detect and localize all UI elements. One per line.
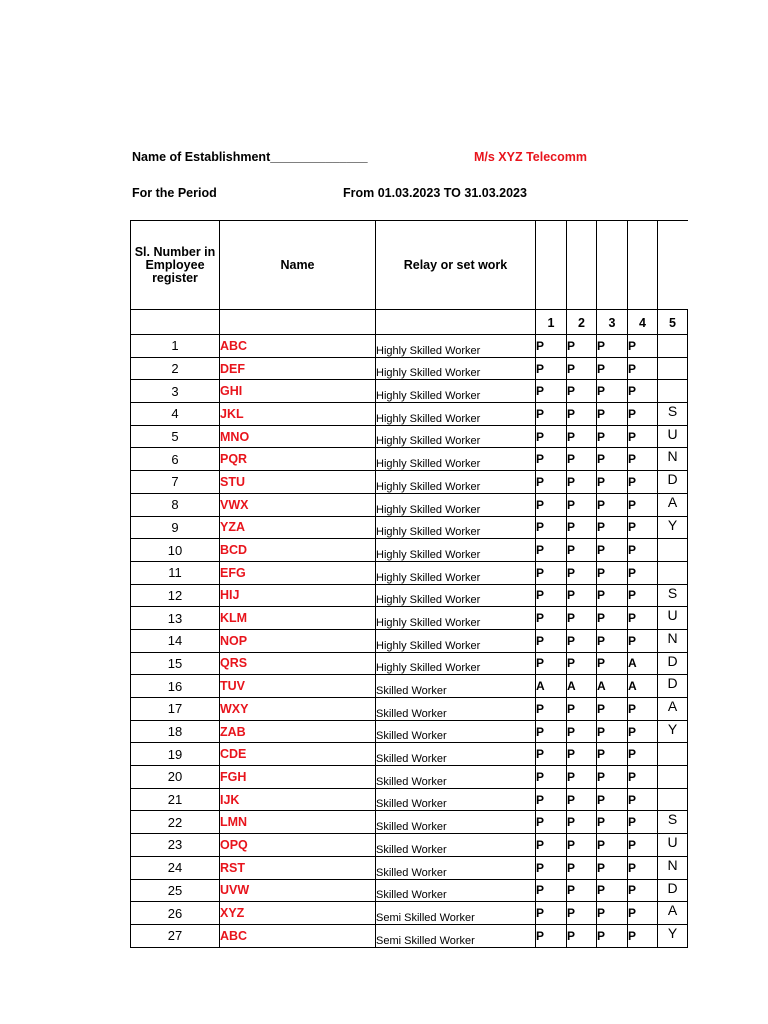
attendance-day-3-cell: P [597,698,628,721]
attendance-day-1-cell: P [536,743,567,766]
employee-name-cell: RST [220,856,376,879]
attendance-day-1-cell: A [536,675,567,698]
table-row [131,561,688,584]
attendance-day-4-cell: A [628,652,658,675]
sl-cell: 24 [131,856,220,879]
attendance-day-4-cell: P [628,856,658,879]
day-number-1: 1 [536,310,567,335]
sl-cell: 18 [131,720,220,743]
relay-work-cell: Skilled Worker [376,856,536,879]
employee-name-cell: FGH [220,766,376,789]
employee-name-cell: IJK [220,788,376,811]
attendance-day-4-cell: P [628,335,658,358]
sunday-letter-cell [658,788,688,811]
attendance-day-1-cell: P [536,493,567,516]
sl-cell: 8 [131,493,220,516]
table-row [131,380,688,403]
sunday-letter-cell [658,539,688,562]
attendance-day-2-cell: P [567,743,597,766]
attendance-day-3-cell: P [597,357,628,380]
employee-name-cell: OPQ [220,834,376,857]
attendance-day-1-cell: P [536,902,567,925]
relay-work-cell: Highly Skilled Worker [376,425,536,448]
relay-work-cell: Skilled Worker [376,720,536,743]
relay-work-cell: Highly Skilled Worker [376,380,536,403]
relay-work-cell: Skilled Worker [376,675,536,698]
sunday-letter-cell: Y [658,516,688,539]
attendance-day-2-cell: P [567,335,597,358]
attendance-day-2-cell: P [567,811,597,834]
attendance-day-4-cell: P [628,720,658,743]
sl-cell: 16 [131,675,220,698]
attendance-day-2-cell: P [567,607,597,630]
attendance-day-4-cell: P [628,584,658,607]
employee-name-cell: UVW [220,879,376,902]
col-header-day-blank [536,221,567,310]
attendance-day-2-cell: P [567,357,597,380]
attendance-day-1-cell: P [536,471,567,494]
relay-work-cell: Skilled Worker [376,698,536,721]
employee-name-cell: HIJ [220,584,376,607]
employee-name-cell: PQR [220,448,376,471]
attendance-day-3-cell: P [597,879,628,902]
table-row [131,788,688,811]
attendance-day-2-cell: P [567,834,597,857]
relay-work-cell: Highly Skilled Worker [376,493,536,516]
table-row [131,403,688,426]
attendance-day-3-cell: P [597,607,628,630]
col-header-name: Name [220,221,376,310]
attendance-day-2-cell: P [567,448,597,471]
table-row [131,766,688,789]
table-header-row [131,221,688,310]
attendance-day-1-cell: P [536,425,567,448]
relay-work-cell: Skilled Worker [376,743,536,766]
table-row [131,834,688,857]
attendance-day-2-cell: P [567,516,597,539]
sl-cell: 4 [131,403,220,426]
attendance-day-1-cell: P [536,539,567,562]
attendance-day-1-cell: P [536,788,567,811]
attendance-day-3-cell: P [597,561,628,584]
attendance-day-4-cell: P [628,879,658,902]
attendance-day-3-cell: A [597,675,628,698]
sl-cell: 10 [131,539,220,562]
employee-name-cell: ZAB [220,720,376,743]
attendance-day-3-cell: P [597,788,628,811]
table-row [131,879,688,902]
relay-work-cell: Skilled Worker [376,811,536,834]
employee-name-cell: BCD [220,539,376,562]
attendance-day-3-cell: P [597,902,628,925]
attendance-day-4-cell: P [628,811,658,834]
employee-name-cell: TUV [220,675,376,698]
relay-work-cell: Skilled Worker [376,834,536,857]
employee-name-cell: VWX [220,493,376,516]
attendance-day-3-cell: P [597,856,628,879]
sl-cell: 27 [131,924,220,947]
day-number-2: 2 [567,310,597,335]
sunday-letter-cell: U [658,834,688,857]
relay-work-cell: Highly Skilled Worker [376,607,536,630]
employee-name-cell: ABC [220,335,376,358]
sunday-letter-cell: Y [658,720,688,743]
attendance-day-1-cell: P [536,448,567,471]
attendance-register-table [130,220,688,948]
col-header-day-blank [628,221,658,310]
attendance-day-3-cell: P [597,493,628,516]
table-row [131,811,688,834]
day-number-4: 4 [628,310,658,335]
sl-cell: 25 [131,879,220,902]
attendance-day-3-cell: P [597,425,628,448]
table-row [131,698,688,721]
attendance-day-3-cell: P [597,720,628,743]
sunday-letter-cell: Y [658,924,688,947]
employee-name-cell: XYZ [220,902,376,925]
sl-cell: 23 [131,834,220,857]
sl-cell: 11 [131,561,220,584]
sl-cell: 21 [131,788,220,811]
attendance-day-4-cell: P [628,924,658,947]
table-row [131,425,688,448]
attendance-day-1-cell: P [536,629,567,652]
sl-cell: 14 [131,629,220,652]
attendance-day-2-cell: P [567,380,597,403]
day-number-blank [376,310,536,335]
attendance-day-3-cell: P [597,335,628,358]
attendance-day-3-cell: P [597,924,628,947]
sunday-letter-cell [658,357,688,380]
attendance-day-2-cell: A [567,675,597,698]
attendance-day-3-cell: P [597,834,628,857]
attendance-day-4-cell: P [628,357,658,380]
sl-cell: 22 [131,811,220,834]
sl-cell: 20 [131,766,220,789]
relay-work-cell: Highly Skilled Worker [376,448,536,471]
sunday-letter-cell: N [658,448,688,471]
relay-work-cell: Highly Skilled Worker [376,471,536,494]
attendance-day-2-cell: P [567,629,597,652]
sunday-letter-cell [658,561,688,584]
relay-work-cell: Semi Skilled Worker [376,902,536,925]
attendance-day-4-cell: P [628,403,658,426]
employee-name-cell: QRS [220,652,376,675]
table-row [131,856,688,879]
employee-name-cell: CDE [220,743,376,766]
table-row [131,629,688,652]
sunday-letter-cell: D [658,675,688,698]
sunday-letter-cell: S [658,403,688,426]
attendance-day-3-cell: P [597,516,628,539]
attendance-day-3-cell: P [597,811,628,834]
relay-work-cell: Highly Skilled Worker [376,335,536,358]
attendance-day-1-cell: P [536,516,567,539]
sl-cell: 19 [131,743,220,766]
attendance-day-3-cell: P [597,766,628,789]
relay-work-cell: Skilled Worker [376,879,536,902]
attendance-day-2-cell: P [567,561,597,584]
attendance-day-1-cell: P [536,698,567,721]
sunday-letter-cell: D [658,471,688,494]
sunday-letter-cell [658,335,688,358]
table-row [131,493,688,516]
relay-work-cell: Highly Skilled Worker [376,539,536,562]
sunday-letter-cell: A [658,698,688,721]
employee-name-cell: STU [220,471,376,494]
attendance-day-3-cell: P [597,629,628,652]
sl-cell: 15 [131,652,220,675]
attendance-day-1-cell: P [536,879,567,902]
attendance-day-1-cell: P [536,584,567,607]
sl-cell: 1 [131,335,220,358]
attendance-day-2-cell: P [567,766,597,789]
employee-name-cell: ABC [220,924,376,947]
table-row [131,924,688,947]
sunday-letter-cell: N [658,856,688,879]
attendance-day-2-cell: P [567,652,597,675]
sunday-letter-cell: S [658,584,688,607]
employee-name-cell: EFG [220,561,376,584]
attendance-day-4-cell: P [628,471,658,494]
table-row [131,357,688,380]
employee-name-cell: NOP [220,629,376,652]
table-row [131,448,688,471]
attendance-day-4-cell: P [628,698,658,721]
relay-work-cell: Highly Skilled Worker [376,403,536,426]
employee-name-cell: WXY [220,698,376,721]
table-row [131,720,688,743]
attendance-day-4-cell: P [628,834,658,857]
attendance-day-2-cell: P [567,403,597,426]
attendance-day-3-cell: P [597,743,628,766]
table-row [131,471,688,494]
attendance-day-1-cell: P [536,607,567,630]
attendance-day-4-cell: P [628,561,658,584]
attendance-day-4-cell: P [628,607,658,630]
attendance-day-1-cell: P [536,924,567,947]
sunday-letter-cell: D [658,879,688,902]
attendance-day-2-cell: P [567,720,597,743]
employee-name-cell: MNO [220,425,376,448]
table-row [131,584,688,607]
sunday-letter-cell: U [658,425,688,448]
attendance-day-2-cell: P [567,788,597,811]
attendance-day-2-cell: P [567,856,597,879]
table-row [131,652,688,675]
attendance-day-1-cell: P [536,403,567,426]
attendance-day-4-cell: P [628,629,658,652]
attendance-day-3-cell: P [597,403,628,426]
attendance-day-1-cell: P [536,834,567,857]
attendance-day-1-cell: P [536,811,567,834]
attendance-day-1-cell: P [536,380,567,403]
attendance-day-3-cell: P [597,584,628,607]
attendance-day-1-cell: P [536,335,567,358]
attendance-day-1-cell: P [536,652,567,675]
sunday-letter-cell: A [658,493,688,516]
employee-name-cell: JKL [220,403,376,426]
col-header-sl-number: Sl. Number in Employee register [131,221,220,310]
attendance-day-2-cell: P [567,902,597,925]
relay-work-cell: Highly Skilled Worker [376,561,536,584]
col-header-day-blank [567,221,597,310]
attendance-day-4-cell: A [628,675,658,698]
sunday-letter-cell: S [658,811,688,834]
col-header-relay: Relay or set work [376,221,536,310]
table-row [131,607,688,630]
attendance-day-4-cell: P [628,902,658,925]
attendance-day-3-cell: P [597,448,628,471]
table-row [131,743,688,766]
table-row [131,516,688,539]
sl-cell: 5 [131,425,220,448]
attendance-day-1-cell: P [536,766,567,789]
period-label: For the Period [132,186,217,200]
attendance-day-2-cell: P [567,493,597,516]
attendance-day-4-cell: P [628,516,658,539]
attendance-day-2-cell: P [567,924,597,947]
attendance-day-2-cell: P [567,539,597,562]
attendance-day-2-cell: P [567,584,597,607]
attendance-day-3-cell: P [597,539,628,562]
attendance-day-4-cell: P [628,539,658,562]
establishment-label: Name of Establishment______________ [132,150,368,164]
sl-cell: 17 [131,698,220,721]
sl-cell: 9 [131,516,220,539]
sunday-letter-cell [658,743,688,766]
sl-cell: 2 [131,357,220,380]
attendance-day-1-cell: P [536,357,567,380]
table-row [131,335,688,358]
attendance-day-3-cell: P [597,380,628,403]
sl-cell: 26 [131,902,220,925]
relay-work-cell: Highly Skilled Worker [376,629,536,652]
relay-work-cell: Semi Skilled Worker [376,924,536,947]
day-number-blank [131,310,220,335]
col-header-day-blank [658,221,688,310]
attendance-day-3-cell: P [597,471,628,494]
day-number-blank [220,310,376,335]
col-header-day-blank [597,221,628,310]
relay-work-cell: Skilled Worker [376,788,536,811]
relay-work-cell: Skilled Worker [376,766,536,789]
attendance-day-2-cell: P [567,879,597,902]
sl-cell: 6 [131,448,220,471]
sl-cell: 13 [131,607,220,630]
relay-work-cell: Highly Skilled Worker [376,584,536,607]
attendance-day-4-cell: P [628,493,658,516]
sunday-letter-cell: A [658,902,688,925]
attendance-day-1-cell: P [536,856,567,879]
attendance-day-4-cell: P [628,425,658,448]
employee-name-cell: LMN [220,811,376,834]
sl-cell: 3 [131,380,220,403]
day-number-5: 5 [658,310,688,335]
attendance-day-4-cell: P [628,743,658,766]
table-row [131,539,688,562]
day-number-row [131,310,688,335]
employee-name-cell: DEF [220,357,376,380]
sunday-letter-cell: D [658,652,688,675]
attendance-day-4-cell: P [628,788,658,811]
table-row [131,902,688,925]
sunday-letter-cell [658,766,688,789]
attendance-day-1-cell: P [536,561,567,584]
table-row [131,675,688,698]
employee-name-cell: YZA [220,516,376,539]
attendance-day-4-cell: P [628,766,658,789]
sunday-letter-cell: N [658,629,688,652]
employee-name-cell: KLM [220,607,376,630]
attendance-day-2-cell: P [567,425,597,448]
sl-cell: 7 [131,471,220,494]
relay-work-cell: Highly Skilled Worker [376,652,536,675]
day-number-3: 3 [597,310,628,335]
attendance-day-1-cell: P [536,720,567,743]
sunday-letter-cell: U [658,607,688,630]
attendance-day-4-cell: P [628,448,658,471]
employee-name-cell: GHI [220,380,376,403]
relay-work-cell: Highly Skilled Worker [376,516,536,539]
relay-work-cell: Highly Skilled Worker [376,357,536,380]
attendance-day-4-cell: P [628,380,658,403]
sunday-letter-cell [658,380,688,403]
attendance-day-2-cell: P [567,471,597,494]
sl-cell: 12 [131,584,220,607]
establishment-value: M/s XYZ Telecomm [474,150,587,164]
attendance-day-3-cell: P [597,652,628,675]
period-value: From 01.03.2023 TO 31.03.2023 [343,186,527,200]
attendance-day-2-cell: P [567,698,597,721]
